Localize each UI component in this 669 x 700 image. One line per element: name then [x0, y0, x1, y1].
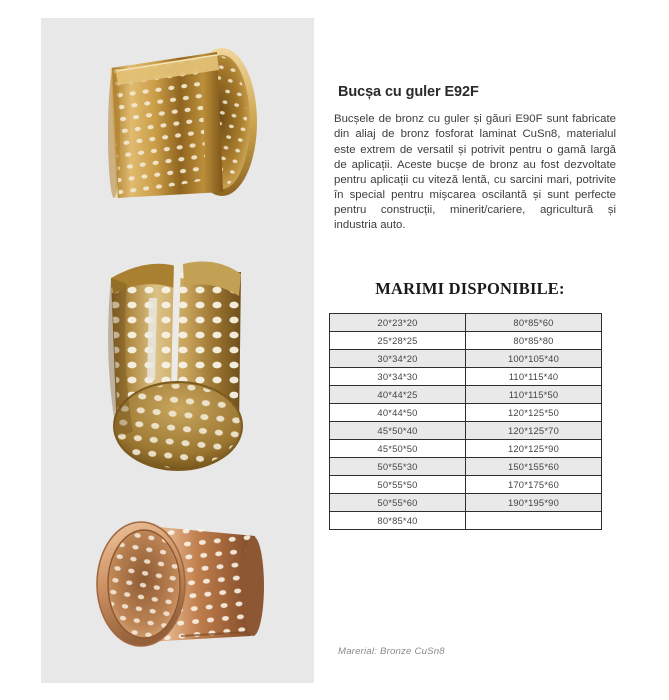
size-cell: 120*125*90: [466, 440, 602, 458]
size-cell: 150*155*60: [466, 458, 602, 476]
bronze-bushing-front-angle-image: [41, 30, 314, 238]
size-cell: 20*23*20: [330, 314, 466, 332]
size-cell: 120*125*50: [466, 404, 602, 422]
size-cell: 190*195*90: [466, 494, 602, 512]
bronze-bushing-flange-face-image: [41, 490, 314, 678]
bronze-bushing-split-seam-image: [41, 240, 314, 488]
sizes-heading: MARIMI DISPONIBILE:: [375, 278, 565, 298]
table-row: [330, 440, 602, 458]
page-title: Bucșa cu guler E92F: [338, 83, 479, 100]
size-cell-empty: [466, 512, 602, 530]
size-cell: 45*50*50: [330, 440, 466, 458]
product-gallery-panel: [41, 18, 314, 683]
table-row: [330, 458, 602, 476]
table-row: [330, 512, 602, 530]
size-cell: 110*115*50: [466, 386, 602, 404]
product-description: Bucșele de bronz cu guler și găuri E90F sunt fabricate din aliaj de bronz fosforat laminat CuSn8, materialul este extrem de versatil și potrivit pentru o gamă largă de aplicații. Aceste bucșe de bronz au fost dezvoltate pentru aplicații cu viteză lentă, cu sarcini mari, potrivite în special pentru mișcarea oscilantă și sunt perfecte pentru construcții, minerit/cariere, agricultură și industria auto.: [334, 113, 616, 232]
size-cell: 25*28*25: [330, 332, 466, 350]
table-row: [330, 350, 602, 368]
table-row: [330, 494, 602, 512]
table-row: [330, 368, 602, 386]
size-cell: 100*105*40: [466, 350, 602, 368]
size-cell: 50*55*30: [330, 458, 466, 476]
size-cell: 120*125*70: [466, 422, 602, 440]
size-cell: 40*44*50: [330, 404, 466, 422]
size-cell: 80*85*40: [330, 512, 466, 530]
size-cell: 30*34*20: [330, 350, 466, 368]
size-cell: 110*115*40: [466, 368, 602, 386]
product-photo-1[interactable]: [41, 30, 314, 238]
table-row: [330, 314, 602, 332]
table-row: [330, 404, 602, 422]
available-sizes-table: [329, 313, 602, 530]
size-cell: 170*175*60: [466, 476, 602, 494]
table-row: [330, 386, 602, 404]
sizes-table-body: [330, 314, 602, 530]
product-photo-2[interactable]: [41, 240, 314, 488]
size-cell: 80*85*60: [466, 314, 602, 332]
material-note: Marerial: Bronze CuSn8: [338, 646, 445, 657]
size-cell: 30*34*30: [330, 368, 466, 386]
size-cell: 40*44*25: [330, 386, 466, 404]
product-photo-3[interactable]: [41, 490, 314, 678]
content-column: [334, 0, 634, 700]
table-row: [330, 332, 602, 350]
table-row: [330, 422, 602, 440]
table-row: [330, 476, 602, 494]
size-cell: 45*50*40: [330, 422, 466, 440]
size-cell: 80*85*80: [466, 332, 602, 350]
size-cell: 50*55*60: [330, 494, 466, 512]
size-cell: 50*55*50: [330, 476, 466, 494]
